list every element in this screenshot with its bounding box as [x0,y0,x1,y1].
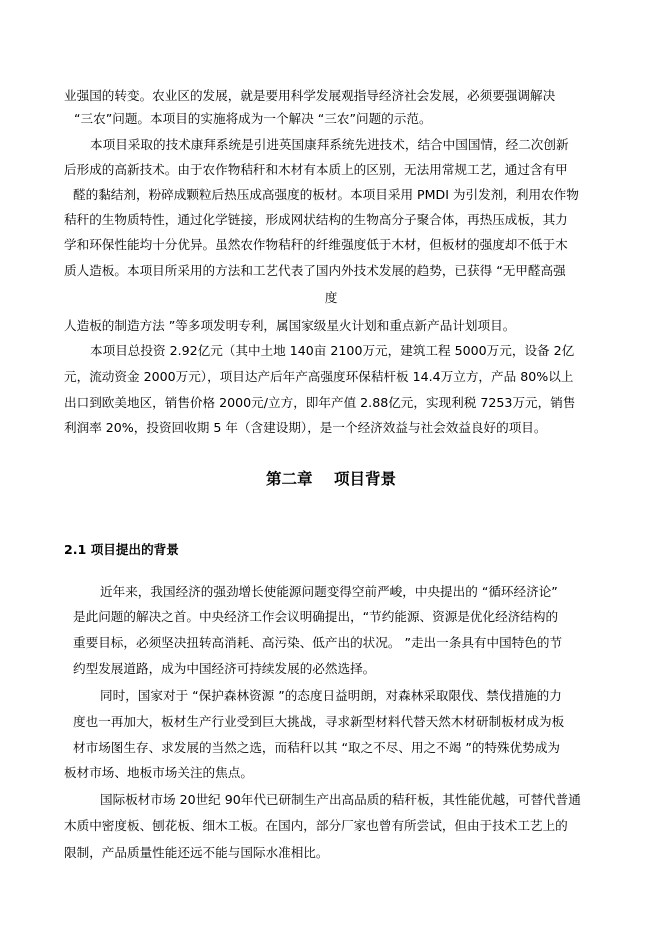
intro-p2-line-3: 醛的黏结剂，粉碎成颗粒后热压成高强度的板材。本项目采用 PMDI 为引发剂，利用农作物 [73,187,579,202]
intro-p2-line-7: 度 [324,290,338,305]
intro-p1-line-1: 业强国的转变。农业区的发展，就是要用科学发展观指导经济社会发展，必须要强调解决 [64,88,556,103]
background-p2-line-1: 同时，国家对于 “保护森林资源 ”的态度日益明朗，对森林采取限伐、禁伐措施的力 [100,688,562,703]
background-p2-line-4: 板材市场、地板市场关注的焦点。 [64,765,253,780]
intro-p2-line-5: 学和环保性能均十分优异。虽然农作物秸秆的纤维强度低于木材，但板材的强度却不低于木 [64,237,568,252]
background-p1-line-3: 重要目标，必须坚决扭转高消耗、高污染、低产出的状况。 ”走出一条具有中国特色的节 [73,635,563,650]
intro-p3-line-2: 元，流动资金 2000万元），项目达产后年产高强度环保秸杆板 14.4万立方，产品 80%以上 [64,369,574,384]
background-p2-line-3: 材市场图生存、求发展的当然之选，而秸秆以其 “取之不尽、用之不竭 ”的特殊优势成为 [73,740,561,755]
intro-p1-line-2: “三农”问题。本项目的实施将成为一个解决 “三农”问题的示范。 [74,111,432,126]
intro-p2-line-2: 后形成的高新技术。由于农作物秸秆和木材有本质上的区别，无法用常规工艺，通过含有甲 [64,162,568,177]
intro-p2-line-4: 秸秆的生物质特性，通过化学链接，形成网状结构的生物高分子聚合体，再热压成板，其力 [64,212,568,227]
background-p3-line-2: 木质中密度板、刨花板、细木工板。在国内，部分厂家也曾有所尝试，但由于技术工艺上的 [64,818,568,833]
background-p1-line-4: 约型发展道路，成为中国经济可持续发展的必然选择。 [73,661,376,676]
intro-p2-line-6: 质人造板。本项目所采用的方法和工艺代表了国内外技术发展的趋势，已获得 “无甲醛高强 [64,263,566,278]
intro-p3-line-4: 利润率 20%，投资回收期 5 年（含建设期），是一个经济效益与社会效益良好的项目。 [64,420,547,435]
background-p1-line-2: 是此问题的解决之首。中央经济工作会议明确提出，“节约能源、资源是优化经济结构的 [73,609,559,624]
section-title: 2.1 项目提出的背景 [64,542,179,557]
intro-p2-line-1: 本项目采取的技术康拜系统是引进英国康拜系统先进技术，结合中国国情，经二次创新 [90,137,569,152]
background-p2-line-2: 度也一再加大，板材生产行业受到巨大挑战，寻求新型材料代替天然木材研制板材成为板 [73,714,565,729]
intro-p2-line-8: 人造板的制造方法 ”等多项发明专利，属国家级星火计划和重点新产品计划项目。 [64,318,516,333]
background-p3-line-3: 限制，产品质量性能还远不能与国际水准相比。 [64,845,329,860]
chapter-title: 第二章 项目背景 [265,470,397,488]
intro-p3-line-3: 出口到欧美地区，销售价格 2000元/立方，即年产值 2.88亿元，实现利税 7253万元，销售 [64,395,576,410]
background-p3-line-1: 国际板材市场 20世纪 90年代已研制生产出高品质的秸秆板，其性能优越，可替代普通 [100,792,581,807]
intro-p3-line-1: 本项目总投资 2.92亿元（其中土地 140亩 2100万元，建筑工程 5000万元，设备 2亿 [90,343,575,358]
background-p1-line-1: 近年来，我国经济的强劲增长使能源问题变得空前严峻，中央提出的 “循环经济论” [100,584,558,599]
